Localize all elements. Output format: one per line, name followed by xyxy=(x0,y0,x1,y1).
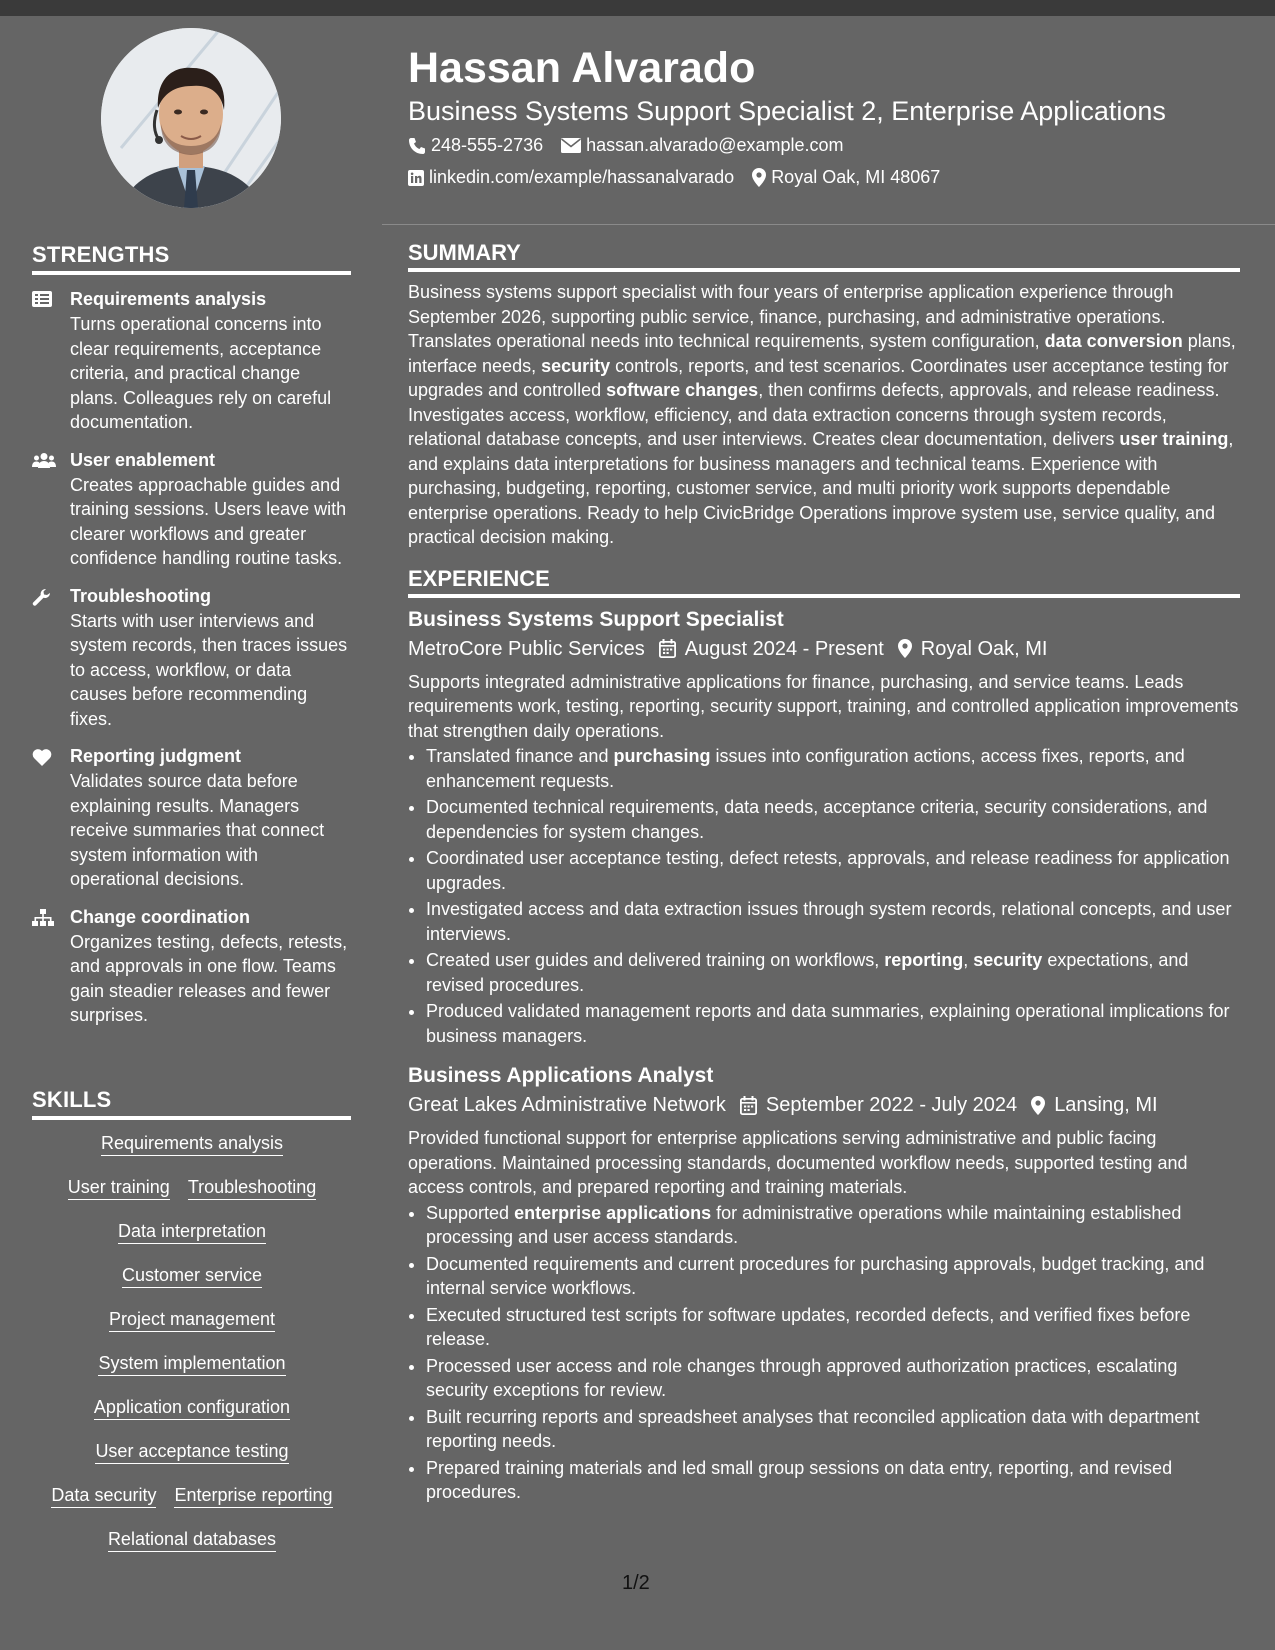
text-run: , and explains data interpretations for business managers and technical teams. Experience with purchasing, budgeting, reporting, customer service, and multi priority work supports dependable enterprise operations. Ready to help CivicBridge Operations improve system use, service quality, and practical decision making. xyxy=(408,429,1234,547)
main-content xyxy=(408,240,1240,1519)
text-run: expectations, and revised procedures. xyxy=(426,950,1189,995)
emphasized-text: data conversion xyxy=(1044,331,1183,351)
text-run: Investigated access and data extraction issues through system records, relational concepts, and user interviews. xyxy=(426,899,1232,944)
strength-title: Requirements analysis xyxy=(70,289,267,309)
emphasized-text: purchasing xyxy=(613,746,711,766)
envelope-icon xyxy=(561,138,581,153)
skill-tag: Enterprise reporting xyxy=(174,1484,332,1508)
sidebar xyxy=(0,16,382,1650)
emphasized-text: enterprise applications xyxy=(514,1202,712,1223)
text-run: Prepared training materials and led small group sessions on data entry, reporting, and revised procedures. xyxy=(426,1457,1173,1502)
wrench-icon xyxy=(32,585,70,732)
bullet-item xyxy=(426,795,1240,844)
bullet-item xyxy=(426,1354,1240,1403)
skill-tag: Customer service xyxy=(122,1264,262,1288)
emphasized-text: reporting xyxy=(884,950,964,970)
phone-number: 248-555-2736 xyxy=(431,135,544,155)
text-run: for administrative operations while maintaining established processing and user access standards. xyxy=(426,1202,1182,1247)
job-company: Great Lakes Administrative Network xyxy=(408,1094,726,1116)
strength-title: Troubleshooting xyxy=(70,585,211,606)
strength-description: Creates approachable guides and training sessions. Users leave with clearer workflows and greater confidence handling routine tasks. xyxy=(70,474,347,568)
map-pin-icon xyxy=(898,639,912,658)
strength-item xyxy=(32,449,352,571)
text-run: Created user guides and delivered training on workflows, xyxy=(426,950,885,970)
job-bullets xyxy=(408,744,1240,1048)
email-address: hassan.alvarado@example.com xyxy=(586,135,844,155)
text-run: Business systems support specialist with four years of enterprise application experience through September 2026, supporting public service, finance, purchasing, and administrative operations. Translates operational needs into technical requirements, system configuration, xyxy=(408,282,1174,351)
page-number: 1/2 xyxy=(622,1572,650,1594)
text-run: Coordinated user acceptance testing, defect retests, approvals, and release readiness for application upgrades. xyxy=(426,848,1230,893)
strength-description: Starts with user interviews and system records, then traces issues to access, workflow, or data causes before recommending fixes. xyxy=(70,610,348,729)
calendar-icon xyxy=(740,1096,757,1115)
strength-item xyxy=(32,745,352,892)
skill-tag: Relational databases xyxy=(108,1528,276,1552)
job-meta xyxy=(408,634,1240,664)
text-run: plans, interface needs, xyxy=(408,331,1236,376)
map-pin-icon xyxy=(1031,1096,1045,1115)
job-title: Business Systems Support Specialist xyxy=(408,607,784,631)
sitemap-icon xyxy=(32,906,70,1028)
summary-heading: SUMMARY xyxy=(408,240,1240,272)
strength-item xyxy=(32,906,352,1028)
contact-line-1 xyxy=(408,135,862,156)
contact-line-2 xyxy=(408,167,958,188)
bullet-item xyxy=(426,846,1240,895)
job-entry xyxy=(408,606,1240,1049)
emphasized-text: software changes xyxy=(606,380,759,400)
skill-tag: Data security xyxy=(51,1484,156,1508)
skills-heading: SKILLS xyxy=(32,1087,351,1120)
text-run: Supported xyxy=(426,1202,515,1223)
text-run: Translated finance and xyxy=(426,746,614,766)
job-company: MetroCore Public Services xyxy=(408,637,645,660)
skill-tag: System implementation xyxy=(98,1352,285,1376)
linkedin-url[interactable]: linkedin.com/example/hassanalvarado xyxy=(429,167,735,187)
text-run: issues into configuration actions, access fixes, reports, and enhancement requests. xyxy=(426,746,1185,791)
job-meta xyxy=(408,1090,1240,1120)
job-dates: September 2022 - July 2024 xyxy=(765,1094,1018,1116)
text-run: controls, reports, and test scenarios. Coordinates user acceptance testing for upgrades and controlled xyxy=(408,355,1229,400)
strengths-list xyxy=(32,288,352,1042)
phone-icon xyxy=(408,137,426,155)
experience-heading: EXPERIENCE xyxy=(408,566,1240,598)
strength-title: User enablement xyxy=(70,449,216,470)
skill-tag: User training xyxy=(68,1176,170,1200)
candidate-name: Hassan Alvarado xyxy=(408,44,756,92)
job-dates: August 2024 - Present xyxy=(684,637,884,660)
job-entry xyxy=(408,1062,1240,1505)
text-run: Built recurring reports and spreadsheet analyses that reconciled application data with department reporting needs. xyxy=(426,1406,1200,1451)
users-icon xyxy=(32,449,70,571)
strength-item xyxy=(32,288,352,435)
calendar-icon xyxy=(659,639,676,658)
avatar xyxy=(101,28,281,208)
top-bar xyxy=(0,0,1275,16)
text-run: Processed user access and role changes through approved authorization practices, escalating security exceptions for review. xyxy=(426,1355,1178,1400)
skill-tag: Troubleshooting xyxy=(188,1176,316,1200)
text-run: , then confirms defects, approvals, and release readiness. Investigates access, workflow, efficiency, and data extraction concerns through system records, relational database concepts, and user interviews. Creates clear documentation, delivers xyxy=(408,380,1220,449)
emphasized-text: user training xyxy=(1119,429,1229,449)
emphasized-text: security xyxy=(541,355,611,376)
job-title: Business Applications Analyst xyxy=(408,1064,714,1087)
header-divider xyxy=(382,224,1275,225)
summary-text xyxy=(408,280,1240,550)
job-description: Supports integrated administrative applications for finance, purchasing, and service teams. Leads requirements work, testing, reporting, security support, training, and controlled application improvements that strengthen daily operations. xyxy=(408,671,1239,741)
strength-item xyxy=(32,585,352,732)
text-run: Documented technical requirements, data needs, acceptance criteria, security considerations, and dependencies for system changes. xyxy=(426,797,1208,842)
strength-description: Organizes testing, defects, retests, and approvals in one flow. Teams gain steadier releases and fewer surprises. xyxy=(70,931,348,1025)
skill-tag: Data interpretation xyxy=(118,1220,266,1244)
heart-icon xyxy=(32,745,70,892)
emphasized-text: security xyxy=(973,950,1043,970)
bullet-item xyxy=(426,1252,1240,1301)
candidate-headline: Business Systems Support Specialist 2, Enterprise Applications xyxy=(408,96,1166,126)
list-icon xyxy=(32,288,70,435)
text-run: Documented requirements and current procedures for purchasing approvals, budget tracking, and internal service workflows. xyxy=(426,1253,1205,1298)
bullet-item xyxy=(426,999,1240,1048)
text-run: , xyxy=(963,950,974,970)
job-bullets xyxy=(408,1201,1240,1505)
text-run: Executed structured test scripts for software updates, recorded defects, and verified fixes before release. xyxy=(426,1304,1191,1349)
strength-title: Reporting judgment xyxy=(70,746,241,766)
bullet-item xyxy=(426,1303,1240,1352)
bullet-item xyxy=(426,1201,1240,1250)
skill-tag: Project management xyxy=(109,1308,275,1332)
job-location: Lansing, MI xyxy=(1054,1094,1158,1116)
strength-title: Change coordination xyxy=(70,906,250,927)
job-location: Royal Oak, MI xyxy=(920,637,1048,660)
strength-description: Turns operational concerns into clear requirements, acceptance criteria, and practical change plans. Colleagues rely on careful documentation. xyxy=(70,314,332,432)
job-description: Provided functional support for enterprise applications serving administrative and public facing operations. Maintained processing standards, documented workflow needs, supported testing and access controls, and prepared reporting and training materials. xyxy=(408,1128,1188,1197)
skills-list xyxy=(32,1132,352,1572)
linkedin-icon xyxy=(408,170,424,186)
skill-tag: Requirements analysis xyxy=(101,1132,283,1156)
bullet-item xyxy=(426,744,1240,793)
bullet-item xyxy=(426,897,1240,946)
strengths-heading: STRENGTHS xyxy=(32,242,351,275)
text-run: Produced validated management reports and data summaries, explaining operational implications for business managers. xyxy=(426,1001,1230,1046)
map-pin-icon xyxy=(752,168,766,187)
bullet-item xyxy=(426,1405,1240,1454)
bullet-item xyxy=(426,948,1240,997)
strength-description: Validates source data before explaining results. Managers receive summaries that connect system information with operational decisions. xyxy=(70,771,325,889)
bullet-item xyxy=(426,1456,1240,1505)
skill-tag: User acceptance testing xyxy=(95,1440,288,1464)
skill-tag: Application configuration xyxy=(94,1396,290,1420)
candidate-location: Royal Oak, MI 48067 xyxy=(771,167,941,187)
